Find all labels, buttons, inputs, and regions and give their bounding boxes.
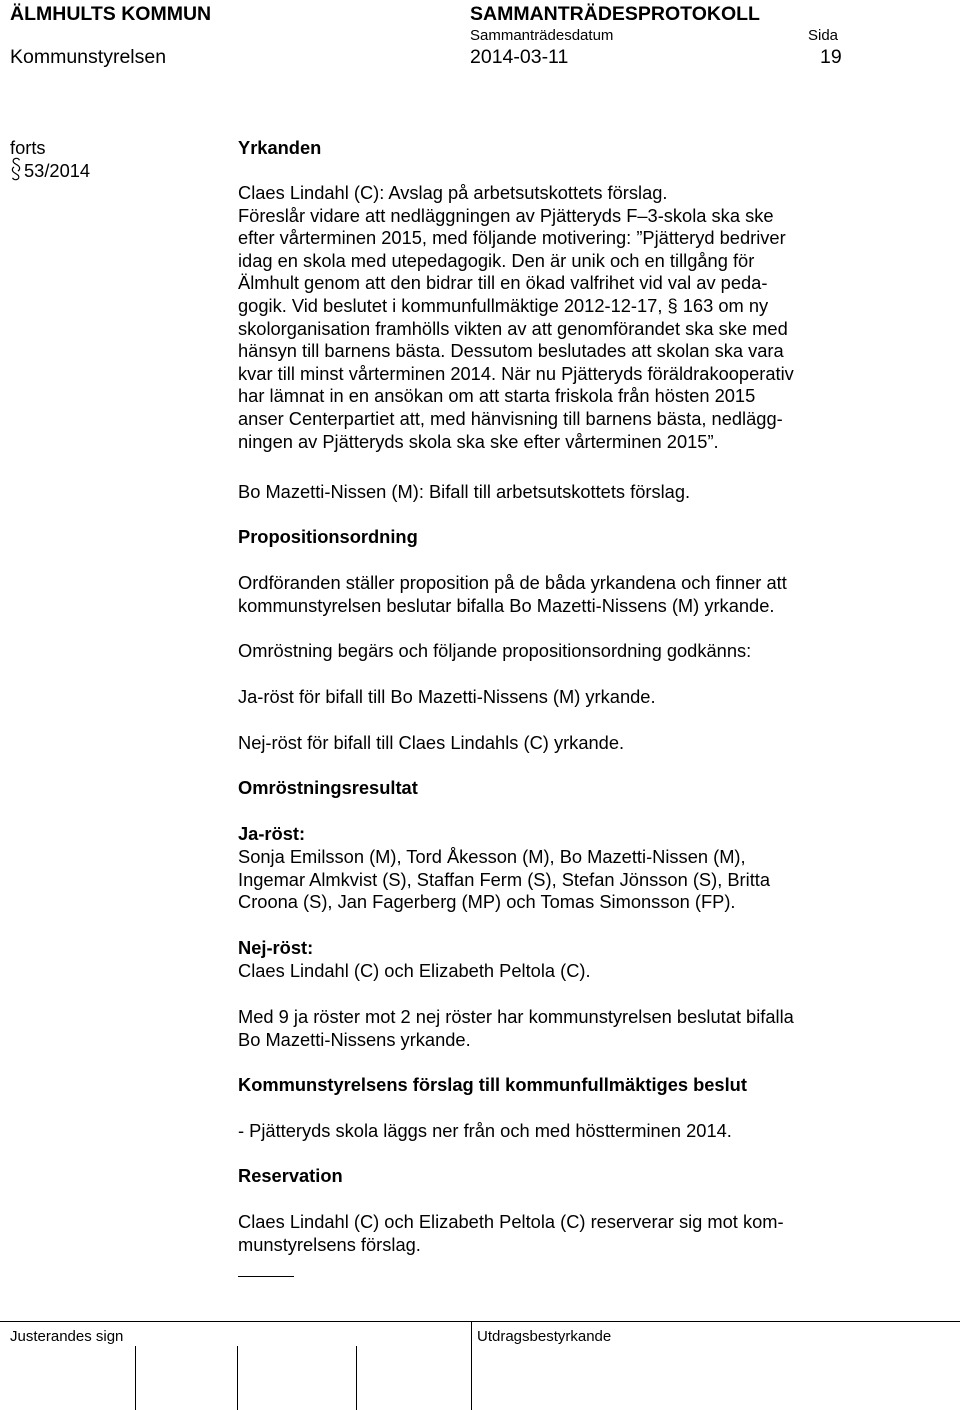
nej-rost-list: Claes Lindahl (C) och Elizabeth Peltola (C). bbox=[238, 960, 591, 981]
document-type: SAMMANTRÄDESPROTOKOLL bbox=[470, 3, 760, 25]
signature-divider bbox=[356, 1346, 357, 1410]
text-line: efter vårterminen 2015, med följande motivering: ”Pjätteryd bedriver bbox=[238, 227, 786, 249]
end-rule bbox=[238, 1276, 294, 1277]
bifall-yrkande: Bo Mazetti-Nissen (M): Bifall till arbetsutskottets förslag. bbox=[238, 481, 691, 502]
heading-omrostningsresultat: Omröstningsresultat bbox=[238, 777, 418, 798]
text-line: anser Centerpartiet att, med hänvisning till barnens bästa, nedlägg- bbox=[238, 407, 783, 429]
text-line: Croona (S), Jan Fagerberg (MP) och Tomas Simonsson (FP). bbox=[238, 891, 736, 913]
forts-label: forts bbox=[10, 137, 46, 158]
heading-ja-rost: Ja-röst: bbox=[238, 823, 306, 844]
municipality-name: ÄLMHULTS KOMMUN bbox=[10, 3, 212, 25]
text-line: hänsyn till barnens bästa. Dessutom beslutades att skolan ska vara bbox=[238, 340, 784, 362]
text-line: Sonja Emilsson (M), Tord Åkesson (M), Bo Mazetti-Nissen (M), bbox=[238, 846, 746, 867]
text-line: munstyrelsens förslag. bbox=[238, 1233, 421, 1255]
justerandes-sign-label: Justerandes sign bbox=[10, 1328, 124, 1345]
text-line: Claes Lindahl (C) och Elizabeth Peltola (C) reserverar sig mot kom- bbox=[238, 1211, 784, 1232]
meeting-date: 2014-03-11 bbox=[470, 46, 569, 68]
text-line: Claes Lindahl (C): Avslag på arbetsutskottets förslag. bbox=[238, 182, 668, 203]
text-line: Bo Mazetti-Nissens yrkande. bbox=[238, 1028, 471, 1050]
vote-result-text bbox=[238, 1006, 794, 1051]
footer-rule bbox=[0, 1321, 960, 1322]
section-sign-icon bbox=[10, 157, 22, 181]
footer-center-divider bbox=[471, 1322, 472, 1410]
proposition-text bbox=[238, 572, 787, 617]
utdragsbestyrkande-label: Utdragsbestyrkande bbox=[477, 1328, 612, 1345]
omrostning-begars: Omröstning begärs och följande propositionsordning godkänns: bbox=[238, 640, 752, 661]
text-line: idag en skola med utepedagogik. Den är unik och en tillgång för bbox=[238, 249, 755, 271]
heading-yrkanden: Yrkanden bbox=[238, 137, 322, 158]
heading-reservation: Reservation bbox=[238, 1165, 343, 1186]
text-line: skolorganisation framhölls vikten av att genomförandet ska ske med bbox=[238, 317, 788, 339]
heading-nej-rost: Nej-röst: bbox=[238, 937, 314, 958]
reservation-text bbox=[238, 1211, 784, 1256]
ja-rost-definition: Ja-röst för bifall till Bo Mazetti-Nissens (M) yrkande. bbox=[238, 686, 656, 707]
heading-propositionsordning: Propositionsordning bbox=[238, 526, 418, 547]
text-line: Ordföranden ställer proposition på de båda yrkandena och finner att bbox=[238, 572, 787, 593]
text-line: Med 9 ja röster mot 2 nej röster har kommunstyrelsen beslutat bifalla bbox=[238, 1006, 794, 1027]
yrkande-text bbox=[238, 182, 794, 453]
text-line: gogik. Vid beslutet i kommunfullmäktige 2012-12-17, § 163 om ny bbox=[238, 294, 769, 316]
nej-rost-definition: Nej-röst för bifall till Claes Lindahls (C) yrkande. bbox=[238, 732, 625, 753]
date-label: Sammanträdesdatum bbox=[470, 27, 614, 44]
page-number: 19 bbox=[820, 46, 842, 68]
text-line: Älmhult genom att den bidrar till en ökad valfrihet vid val av peda- bbox=[238, 272, 768, 294]
heading-forslag: Kommunstyrelsens förslag till kommunfullmäktiges beslut bbox=[238, 1074, 747, 1095]
paragraph-number: 53/2014 bbox=[24, 160, 91, 181]
text-line: har lämnat in en ansökan om att starta friskola från hösten 2015 bbox=[238, 385, 756, 407]
signature-divider bbox=[237, 1346, 238, 1410]
signature-divider bbox=[135, 1346, 136, 1410]
ja-rost-list bbox=[238, 846, 770, 914]
committee-name: Kommunstyrelsen bbox=[10, 46, 167, 68]
text-line: ningen av Pjätteryds skola ska ske efter vårterminen 2015”. bbox=[238, 430, 719, 452]
text-line: kvar till minst vårterminen 2014. När nu Pjätteryds föräldrakooperativ bbox=[238, 362, 794, 384]
text-line: Ingemar Almkvist (S), Staffan Ferm (S), Stefan Jönsson (S), Britta bbox=[238, 868, 771, 890]
forslag-text: - Pjätteryds skola läggs ner från och med höstterminen 2014. bbox=[238, 1120, 732, 1141]
text-line: Föreslår vidare att nedläggningen av Pjätteryds F–3-skola ska ske bbox=[238, 204, 774, 226]
page-label: Sida bbox=[808, 27, 839, 44]
text-line: kommunstyrelsen beslutar bifalla Bo Mazetti-Nissens (M) yrkande. bbox=[238, 594, 775, 616]
